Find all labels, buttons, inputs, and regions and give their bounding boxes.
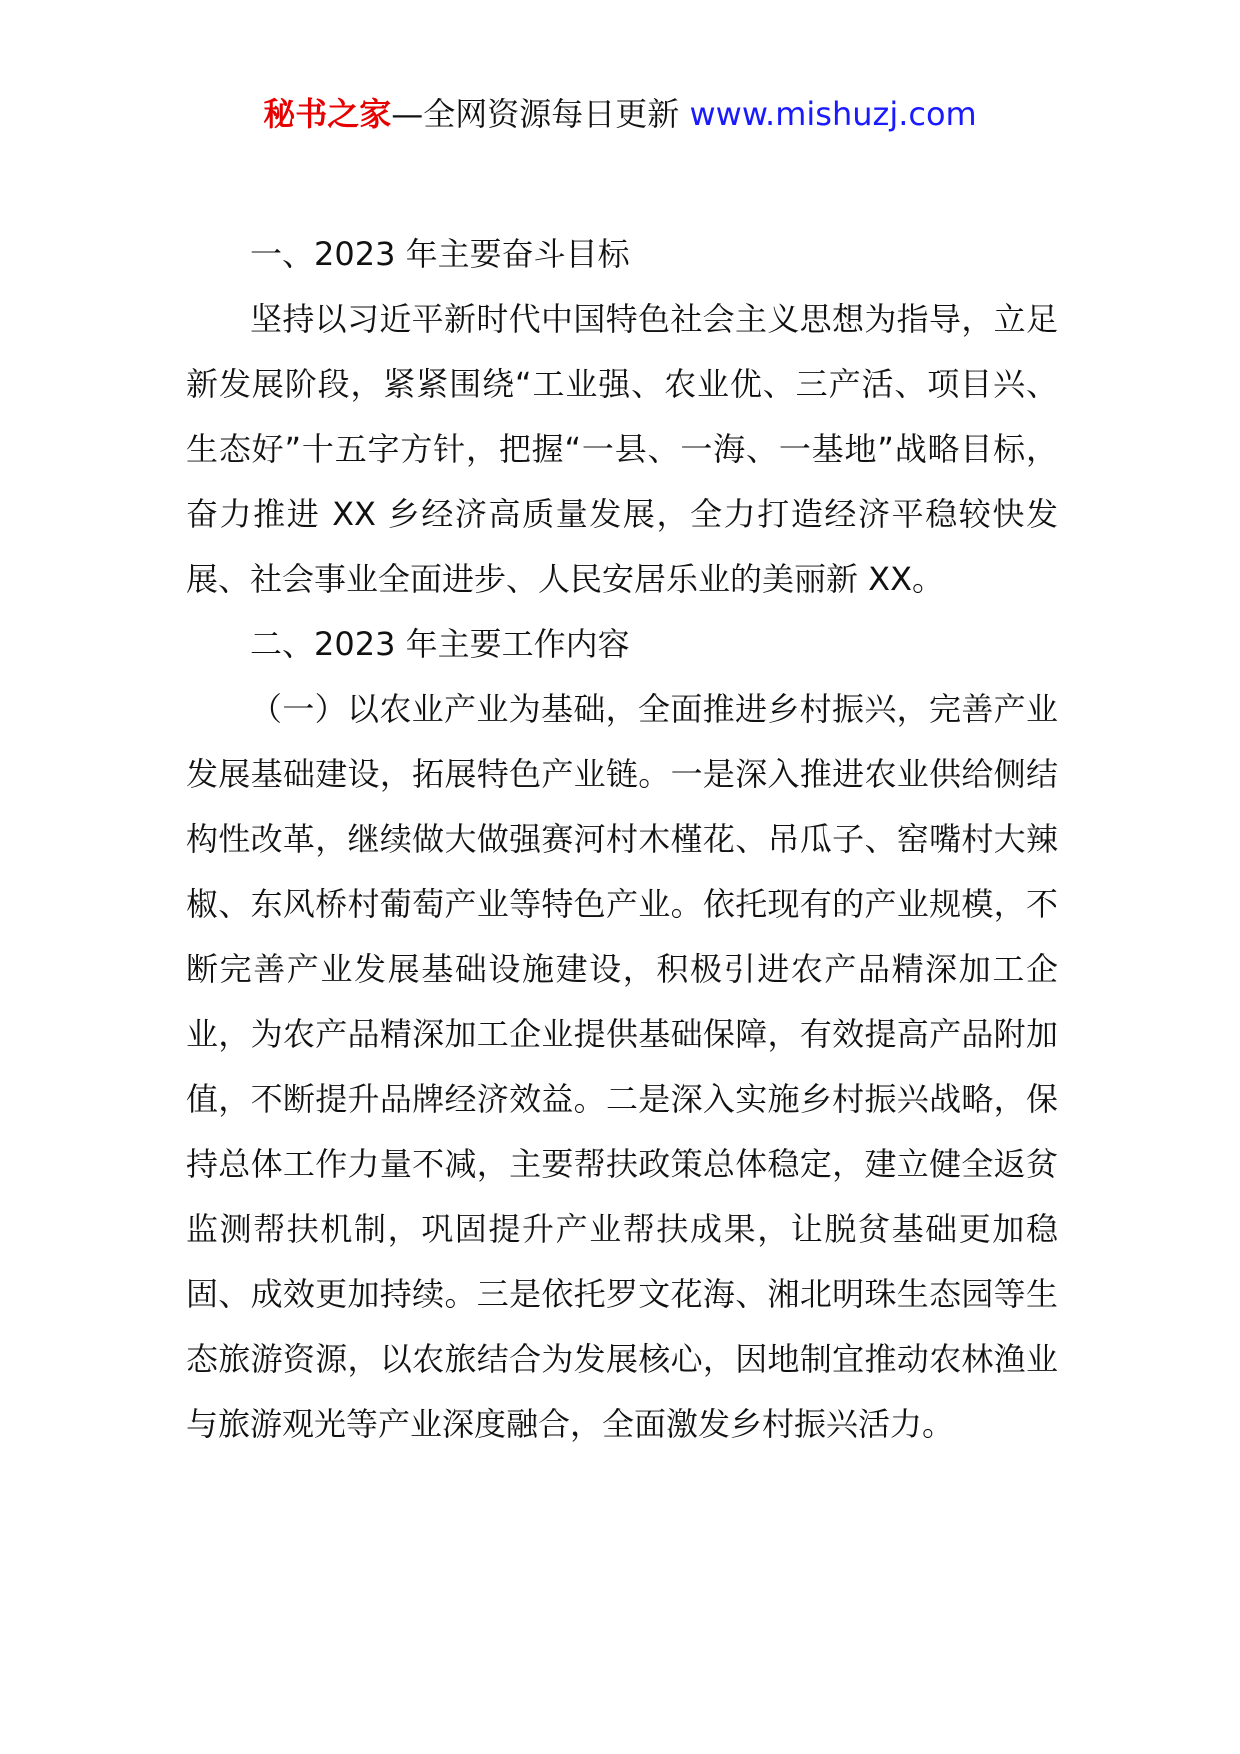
website-link[interactable]: www.mishuzj.com (689, 95, 977, 133)
paragraph-work: （一）以农业产业为基础，全面推进乡村振兴，完善产业发展基础建设，拓展特色产业链。一是深入推进农业供给侧结构性改革，继续做大做强赛河村木槿花、吊瓜子、窑嘴村大辣椒、东风桥村葡萄产业等特色产业。依托现有的产业规模，不断完善产业发展基础设施建设，积极引进农产品精深加工企业，为农产品精深加工企业提供基础保障，有效提高产品附加值，不断提升品牌经济效益。二是深入实施乡村振兴战略，保持总体工作力量不减，主要帮扶政策总体稳定，建立健全返贫监测帮扶机制，巩固提升产业帮扶成果，让脱贫基础更加稳固、成效更加持续。三是依托罗文花海、湘北明珠生态园等生态旅游资源，以农旅结合为发展核心，因地制宜推动农林渔业与旅游观光等产业深度融合，全面激发乡村振兴活力。 (186, 690, 1058, 1443)
header-tagline: —全网资源每日更新 (391, 95, 690, 133)
paragraph-goals: 坚持以习近平新时代中国特色社会主义思想为指导，立足新发展阶段，紧紧围绕“工业强、农业优、三产活、项目兴、生态好”十五字方针，把握“一县、一海、一基地”战略目标，奋力推进 XX 乡经济高质量发展，全力打造经济平稳较快发展、社会事业全面进步、人民安居乐业的美丽新 XX。 (186, 300, 1058, 598)
section-heading-goals: 一、2023 年主要奋斗目标 (250, 235, 630, 273)
document-body (186, 222, 1058, 1457)
section-heading-work: 二、2023 年主要工作内容 (250, 625, 630, 663)
brand-name: 秘书之家 (263, 95, 392, 133)
page-header (0, 92, 1240, 136)
